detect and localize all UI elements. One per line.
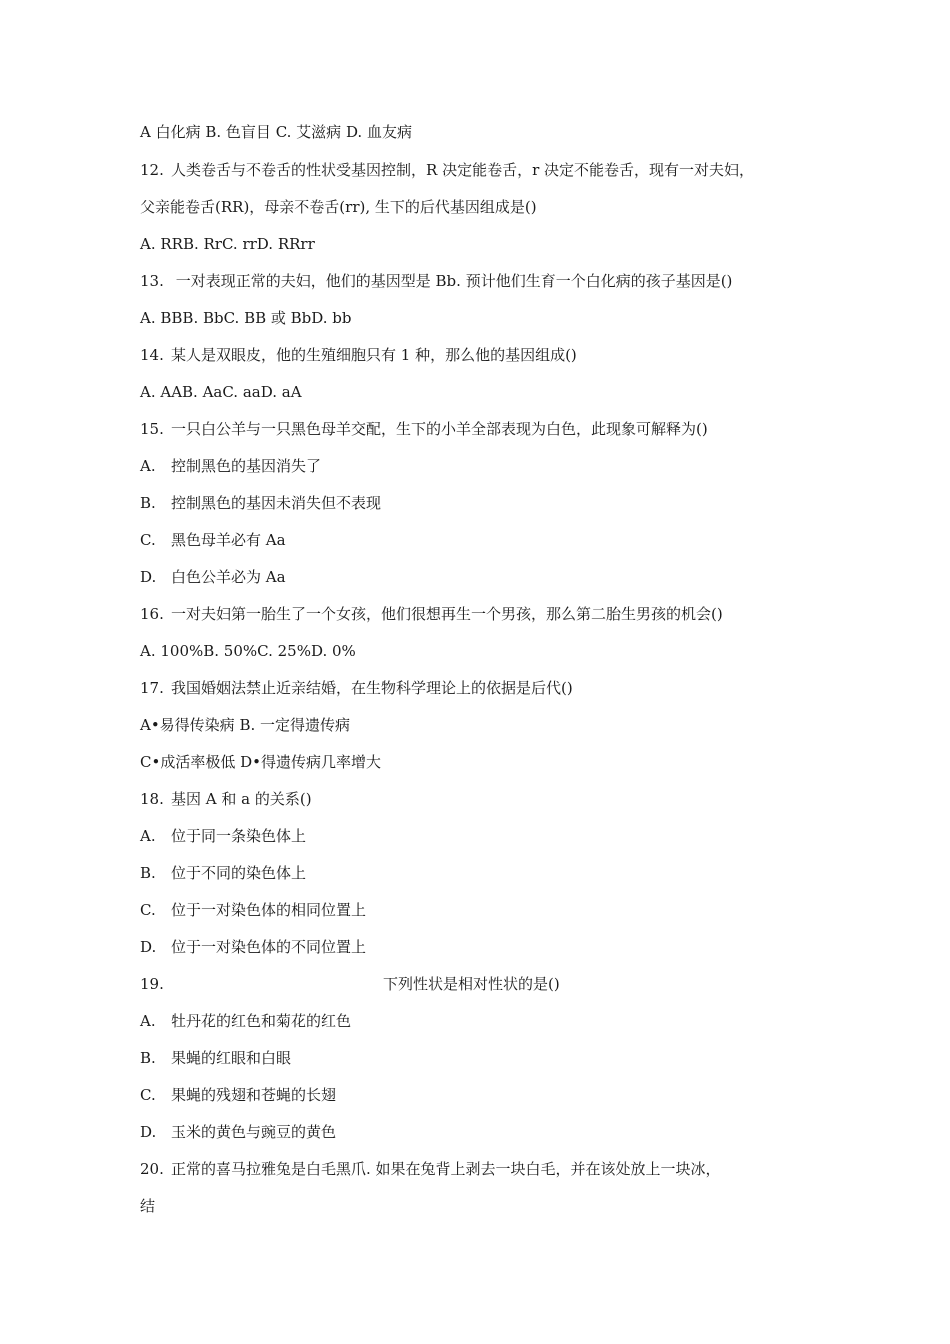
question-15: 15. 一只白公羊与一只黑色母羊交配，生下的小羊全部表现为白色，此现象可解释为() (140, 420, 708, 438)
option-d: D. 白色公羊必为 Aa (140, 568, 286, 586)
option-b: B. 果蝇的红眼和白眼 (140, 1049, 292, 1067)
option-c: C. 果蝇的残翅和苍蝇的长翅 (140, 1086, 337, 1104)
question-number: 13. (140, 272, 164, 290)
question-number: 19. (140, 975, 164, 993)
question-18: 18. 基因 A 和 a 的关系() (140, 790, 312, 808)
option-line-q12: A. RRB. RrC. rrD. RRrr (140, 235, 315, 253)
question-number: 12. (140, 161, 164, 179)
option-b: B. 位于不同的染色体上 (140, 864, 307, 882)
option-d: D. 位于一对染色体的不同位置上 (140, 938, 367, 956)
option-letter: A. (140, 827, 156, 845)
option-letter: C. (140, 901, 156, 919)
option-letter: C. (140, 1086, 156, 1104)
option-a: A. 控制黑色的基因消失了 (140, 457, 322, 475)
option-a: A. 位于同一条染色体上 (140, 827, 307, 845)
option-letter: A. (140, 457, 156, 475)
option-c: C. 黑色母羊必有 Aa (140, 531, 286, 549)
option-letter: C. (140, 531, 156, 549)
question-number: 14. (140, 346, 164, 364)
question-number: 20. (140, 1160, 164, 1178)
option-d: D. 玉米的黄色与豌豆的黄色 (140, 1123, 337, 1141)
question-17: 17. 我国婚姻法禁止近亲结婚，在生物科学理论上的依据是后代() (140, 679, 573, 697)
option-line-q16: A. 100%B. 50%C. 25%D. 0% (140, 642, 356, 660)
option-c: C. 位于一对染色体的相同位置上 (140, 901, 367, 919)
option-line-q11: A 白化病 B. 色盲目 C. 艾滋病 D. 血友病 (140, 123, 412, 141)
question-number: 16. (140, 605, 164, 623)
question-14: 14. 某人是双眼皮，他的生殖细胞只有 1 种，那么他的基因组成() (140, 346, 577, 364)
option-letter: B. (140, 494, 156, 512)
option-letter: D. (140, 568, 157, 586)
question-20: 20. 正常的喜马拉雅兔是白毛黑爪. 如果在兔背上剥去一块白毛，并在该处放上一块冰， (140, 1160, 721, 1178)
question-19: 19. 下列性状是相对性状的是() (140, 975, 560, 993)
option-b: B. 控制黑色的基因未消失但不表现 (140, 494, 382, 512)
option-line-q17-ab: A•易得传染病 B. 一定得遗传病 (140, 716, 351, 734)
question-12-continued: 父亲能卷舌(RR)，母亲不卷舌(rr), 生下的后代基因组成是() (140, 198, 537, 216)
option-letter: B. (140, 864, 156, 882)
question-13: 13. 一对表现正常的夫妇，他们的基因型是 Bb. 预计他们生育一个白化病的孩子基因是() (140, 272, 733, 290)
option-letter: A. (140, 1012, 156, 1030)
question-number: 18. (140, 790, 164, 808)
question-number: 17. (140, 679, 164, 697)
question-16: 16. 一对夫妇第一胎生了一个女孩，他们很想再生一个男孩，那么第二胎生男孩的机会() (140, 605, 723, 623)
option-letter: D. (140, 1123, 157, 1141)
question-12: 12. 人类卷舌与不卷舌的性状受基因控制，R 决定能卷舌，r 决定不能卷舌，现有一对夫妇， (140, 161, 755, 179)
question-number: 15. (140, 420, 164, 438)
option-line-q17-cd: C•成活率极低 D•得遗传病几率增大 (140, 753, 381, 771)
question-20-continued: 结 (140, 1197, 156, 1215)
option-line-q13: A. BBB. BbC. BB 或 BbD. bb (140, 309, 352, 327)
option-letter: D. (140, 938, 157, 956)
option-a: A. 牡丹花的红色和菊花的红色 (140, 1012, 352, 1030)
option-line-q14: A. AAB. AaC. aaD. aA (140, 383, 302, 401)
option-letter: B. (140, 1049, 156, 1067)
